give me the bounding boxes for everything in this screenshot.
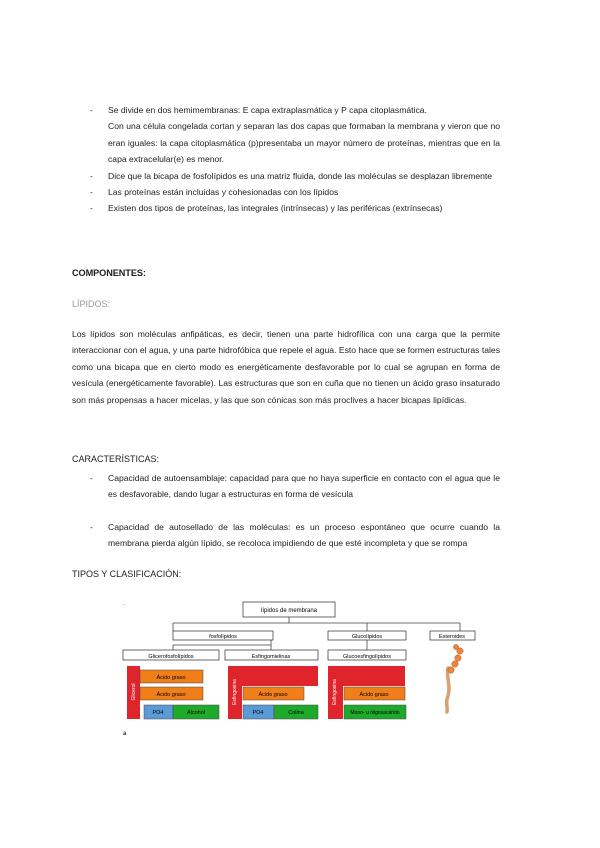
po4-label: PO4: [152, 710, 164, 716]
componentes-heading: COMPONENTES:: [72, 268, 146, 278]
glicerofosfolipidos-label: Glicerofosfolípidos: [148, 654, 194, 660]
list-dash: -: [90, 105, 93, 115]
esfingomielinas-label: Esfingomielinas: [251, 654, 291, 660]
glucolipidos-label: Glucolípidos: [351, 634, 383, 640]
list-dash: -: [90, 473, 93, 483]
po4-label: PO4: [252, 710, 264, 716]
fatty-acid-label: Ácido graso: [258, 692, 288, 698]
list-item-text: Se divide en dos hemimembranas: E capa extraplasmática y P capa citoplasmática.: [108, 105, 427, 115]
list-item-text: Capacidad de autoensamblaje: capacidad para que no haya superficie en contacto con el agua que le es desfavorable, dando lugar a estructuras en forma de vesícula: [108, 473, 500, 500]
list-dash: -: [90, 170, 93, 181]
fatty-acid-label: Ácido graso: [359, 692, 389, 698]
caracteristicas-label: CARACTERÍSTICAS:: [72, 454, 160, 464]
list-dash: -: [90, 521, 93, 532]
root-label: lípidos de membrana: [260, 608, 318, 614]
list-item-text: Existen dos tipos de proteínas, las integrales (intrínsecas) y las periféricas (extrínsecas): [108, 203, 443, 214]
lipidos-paragraph: Los lípidos son moléculas anfipáticas, es decir, tienen una parte hidrofílica con una carga que la permite interaccionar con el agua, y una parte hidrofóbica que repele el agua. Esto hace que se formen estructuras tales como una bicapa que en cierto modo es energéticamente desfavorable por lo cual se agrupan en forma de vesícula (energéticamente favorable). Las estructuras que son en cuña que no tienen un ácido graso insaturado son más propensas a hacer micelas, y las que son cónicas son más proclives a hacer bicapas lipídicas.: [72, 329, 500, 405]
colina-label: Colina: [288, 710, 304, 716]
esfingomielina-structure: [228, 666, 318, 719]
fatty-acid-label: Ácido graso: [156, 675, 186, 681]
list-item-text: Dice que la bicapa de fosfolípidos es una matriz fluida, donde las moléculas se desplazan libremente: [108, 170, 493, 181]
list-item-text: Con una célula congelada cortan y separan las dos capas que formaban la membrana y vieron que no eran iguales: la capa citoplasmática (p)presentaba un mayor número de proteínas, mientras que en la capa extracelular(e) es menor.: [108, 121, 500, 165]
esfingosina-label: Esfingosina: [232, 679, 238, 705]
fosfolipidos-label: fosfolípidos: [209, 634, 237, 640]
sugar-label: Mono- u oligosacárido: [350, 710, 400, 716]
glucoesfingolipido-structure: [328, 666, 406, 719]
glicerol-label: Glicerol: [131, 683, 137, 701]
alcohol-label: Alcohol: [186, 710, 206, 716]
list-item-text: Capacidad de autosellado de las moléculas: es un proceso espontáneo que ocurre cuando la membrana pierda algún lípido, se recoloca impidiendo de que esté incompleta y que se rompa: [108, 521, 500, 549]
list-item-text: Las proteínas están incluidas y cohesionadas con los lípidos: [108, 187, 339, 198]
glicerofosfolipido-structure: [127, 666, 219, 719]
list-dash: -: [90, 203, 93, 214]
glucoesfingolipidos-label: Glucoesfingolípidos: [342, 654, 392, 660]
tipos-label: TIPOS Y CLASIFICACIÓN:: [72, 569, 182, 579]
fatty-acid-label: Ácido graso: [156, 692, 186, 698]
footnote-mark: a: [123, 731, 127, 737]
list-dash: -: [90, 187, 93, 198]
steroid-molecule-icon: [447, 644, 464, 712]
lipidos-subheading: LÍPIDOS:: [72, 299, 111, 309]
corner-mark: ..: [122, 601, 126, 607]
esfingosina-label: Esfingosina: [332, 679, 338, 705]
esteroides-label: Esteroides: [439, 634, 465, 640]
